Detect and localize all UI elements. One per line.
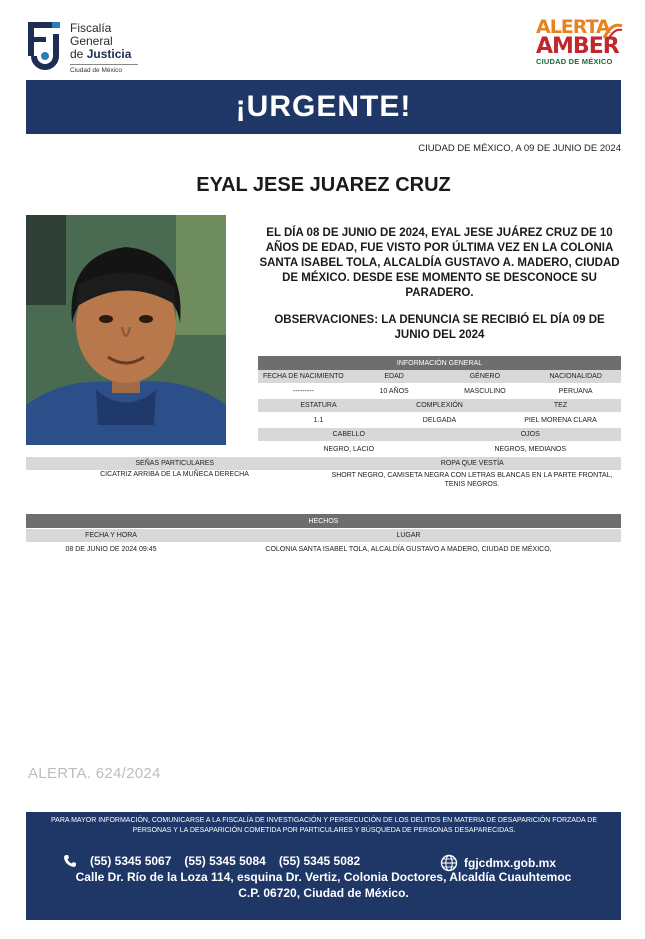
header-marks: SEÑAS PARTICULARES — [135, 460, 215, 467]
info-value-row-1 — [258, 385, 621, 397]
value-date-time: 08 DE JUNIO DE 2024 09:45 — [65, 545, 157, 553]
header-clothes: ROPA QUE VESTÍA — [440, 460, 504, 467]
amber-line-1: ALERTA — [536, 16, 610, 38]
info-value-row-2 — [258, 414, 621, 426]
alerta-amber-logo — [536, 18, 626, 78]
amber-swoosh-icon — [602, 20, 624, 42]
case-description: EL DÍA 08 DE JUNIO DE 2024, EYAL JESE JUÁREZ CRUZ DE 10 AÑOS DE EDAD, FUE VISTO POR ÚLTIMA VEZ EN LA COLONIA SANTA ISABEL TOLA, ALCALDÍA GUSTAVO A. MADERO, CIUDAD DE MÉXICO. DESDE ESE MOMENTO SE DESCONOCE SU PARADERO. — [259, 227, 620, 299]
info-header-row-2 — [258, 399, 621, 412]
header-age: EDAD — [384, 373, 404, 380]
amber-line-3: CIUDAD DE MÉXICO — [536, 57, 613, 66]
website-link[interactable]: fgjcdmx.gob.mx — [464, 856, 557, 870]
value-hair: NEGRO, LACIO — [323, 445, 375, 453]
info-value-row-3 — [258, 443, 621, 455]
header-build: COMPLEXIÓN — [416, 402, 463, 409]
info-title: INFORMACIÓN GENERAL — [396, 359, 483, 367]
value-build: DELGADA — [422, 416, 457, 424]
facts-value-row — [26, 543, 621, 555]
org-subtitle: Ciudad de México — [70, 64, 138, 74]
contact-footer — [26, 812, 621, 920]
org-line-3-bold: Justicia — [86, 47, 132, 61]
info-header-row-1 — [258, 370, 621, 383]
facts-header-row — [26, 529, 621, 542]
info-header-row-4 — [26, 457, 621, 470]
value-place: COLONIA SANTA ISABEL TOLA, ALCALDÍA GUSTAVO A MADERO, CIUDAD DE MÉXICO, — [265, 545, 552, 553]
header-hair: CABELLO — [332, 431, 365, 438]
fgj-emblem-icon — [26, 20, 64, 72]
phone-icon — [63, 854, 77, 868]
portrait-illustration — [26, 215, 226, 445]
address-line-2: C.P. 06720, Ciudad de México. — [238, 886, 409, 900]
header-date-time: FECHA Y HORA — [85, 532, 137, 539]
facts-title: HECHOS — [308, 517, 339, 525]
missing-person-photo — [26, 215, 226, 445]
value-age: 10 AÑOS — [379, 387, 409, 395]
footer-note: PARA MAYOR INFORMACIÓN, COMUNICARSE A LA FISCALÍA DE INVESTIGACIÓN Y PERSECUCIÓN DE LOS DELITOS EN MATERIA DE DESAPARICIÓN FORZADA DE PERSONAS Y LA DESAPARICIÓN COMETIDA POR PARTICULARES Y BÚSQUEDA DE PERSONAS DESAPARECIDAS. — [51, 817, 597, 834]
header-place: LUGAR — [396, 532, 421, 539]
fgj-logo — [26, 20, 136, 76]
value-gender: MASCULINO — [464, 387, 506, 395]
header-complexion: TEZ — [553, 402, 568, 409]
urgent-title: ¡URGENTE! — [235, 90, 412, 123]
address-line-1: Calle Dr. Río de la Loza 114, esquina Dr. Vertiz, Colonia Doctores, Alcaldía Cuauhtemoc — [75, 870, 572, 884]
header-gender: GÉNERO — [469, 373, 501, 380]
header-birth-date: FECHA DE NACIMIENTO — [262, 373, 344, 380]
phone-2[interactable]: (55) 5345 5084 — [184, 854, 266, 868]
value-clothes: SHORT NEGRO, CAMISETA NEGRA CON LETRAS BLANCAS EN LA PARTE FRONTAL, TENIS NEGROS. — [331, 472, 613, 488]
info-header-row-3 — [258, 428, 621, 441]
value-height: 1.1 — [313, 416, 324, 424]
urgent-banner — [26, 80, 621, 134]
phone-numbers — [63, 854, 360, 868]
org-line-2: General — [70, 34, 113, 48]
alert-number: ALERTA. 624/2024 — [28, 765, 161, 782]
phone-3[interactable]: (55) 5345 5082 — [278, 854, 361, 868]
value-marks: CICATRIZ ARRIBA DE LA MUÑECA DERECHA — [100, 471, 249, 478]
value-nationality: PERUANA — [558, 387, 593, 395]
header-nationality: NACIONALIDAD — [549, 373, 602, 380]
value-complexion: PIEL MORENA CLARA — [524, 416, 597, 424]
fgj-name — [70, 22, 131, 61]
org-line-3-prefix: de — [70, 47, 84, 61]
phone-1[interactable]: (55) 5345 5067 — [90, 854, 172, 868]
missing-person-name: EYAL JESE JUAREZ CRUZ — [196, 174, 451, 196]
date-line: CIUDAD DE MÉXICO, A 09 DE JUNIO DE 2024 — [418, 143, 621, 154]
value-eyes: NEGROS, MEDIANOS — [494, 445, 567, 453]
header-height: ESTATURA — [300, 402, 337, 409]
observations: OBSERVACIONES: LA DENUNCIA SE RECIBIÓ EL DÍA 09 DE JUNIO DEL 2024 — [274, 314, 605, 341]
facts-title-row — [26, 514, 621, 528]
info-title-row — [258, 356, 621, 370]
org-line-1: Fiscalía — [70, 21, 112, 35]
amber-line-2: AMBER — [536, 34, 619, 59]
value-birth-date: --------- — [292, 387, 314, 395]
header-eyes: OJOS — [520, 431, 540, 438]
